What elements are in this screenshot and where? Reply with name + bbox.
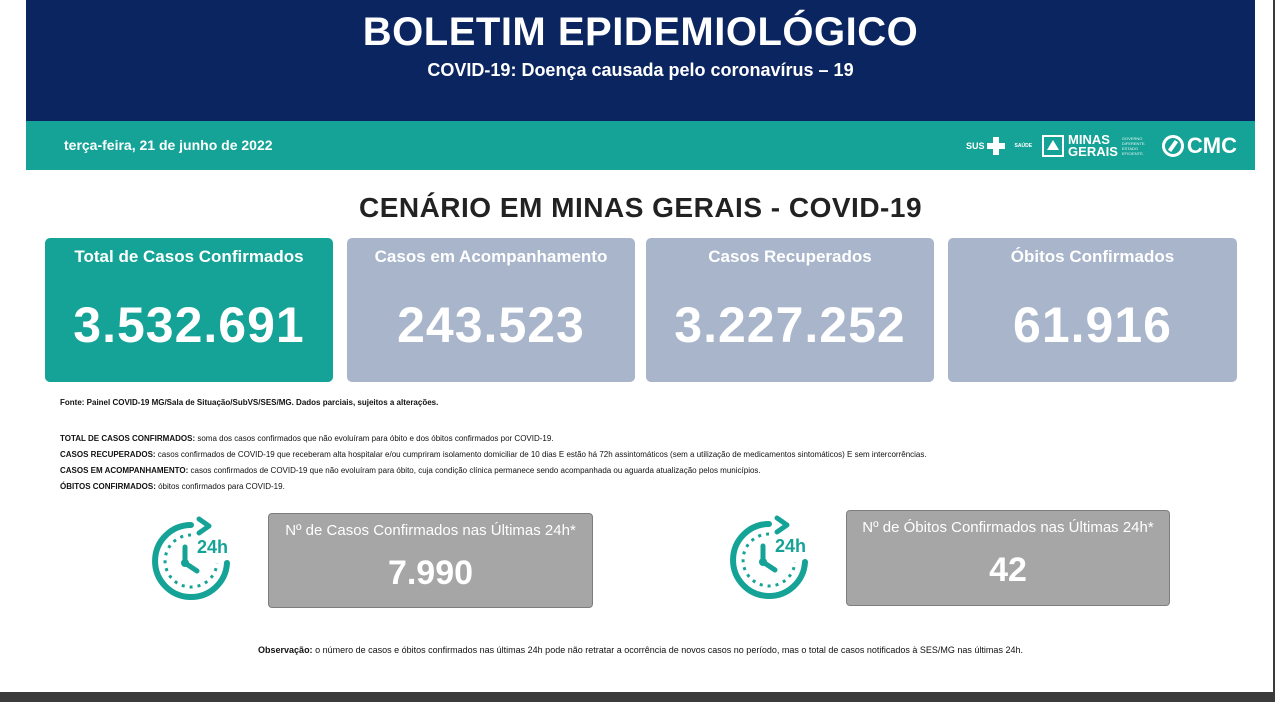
card-deaths [948,238,1237,382]
minas-gerais-tagline: GOVERNO DIFERENTE. ESTADO EFICIENTE. [1121,136,1146,156]
card-label: Casos em Acompanhamento [374,247,608,266]
card-value: 61.916 [1013,297,1172,353]
box-value: 42 [989,551,1027,589]
sus-cross-icon [987,137,1005,155]
minas-gerais-mark-icon [1042,135,1064,157]
definition-item [60,479,927,495]
minas-word: MINAS [1068,132,1110,147]
minas-gerais-logo [1042,134,1152,158]
definition-text: casos confirmados de COVID-19 que não evoluíram para óbito, cuja condição clínica permanece sendo acompanhada ou aguarda atualização pelos municípios. [188,466,761,475]
definition-item [60,431,927,447]
header-banner [26,0,1255,121]
clock-icon-text: 24h [197,537,229,557]
card-value: 3.227.252 [674,297,906,353]
box-value: 7.990 [387,554,474,592]
definition-item [60,463,927,479]
definition-item [60,447,927,463]
date-bar [26,121,1255,170]
box-deaths-24h [846,510,1170,606]
box-label: Nº de Óbitos Confirmados nas Últimas 24h* [862,519,1154,536]
card-value: 3.532.691 [73,297,305,353]
card-label: Casos Recuperados [708,247,872,266]
cmc-ring-icon [1162,135,1184,157]
card-label: Óbitos Confirmados [1010,247,1175,266]
bulletin-subtitle: COVID-19: Doença causada pelo coronavírus – 19 [427,60,854,80]
report-date: terça-feira, 21 de junho de 2022 [64,137,273,153]
definition-text: soma dos casos confirmados que não evoluíram para óbito e dos óbitos confirmados por COVID-19. [195,434,554,443]
observation-term: Observação: [258,645,313,655]
definition-term: TOTAL DE CASOS CONFIRMADOS: [60,434,196,443]
clock-icon-text: 24h [775,536,807,556]
section-title: CENÁRIO EM MINAS GERAIS - COVID-19 [358,192,923,223]
box-cases-24h [268,513,593,608]
observation-text: o número de casos e óbitos confirmados nas últimas 24h pode não retratar a ocorrência de novos casos no período, mas o total de casos notificados à SES/MG nas últimas 24h. [312,645,1023,655]
definition-term: ÓBITOS CONFIRMADOS: [60,482,156,491]
cmc-logo [1162,133,1237,159]
sus-logo [966,137,1005,155]
data-source-note: Fonte: Painel COVID-19 MG/Sala de Situação/SubVS/SES/MG. Dados parciais, sujeitos a alterações. [60,398,439,407]
cmc-logo-text: CMC [1186,133,1237,158]
minas-gerais-wordmark [1068,134,1118,158]
sus-logo-text: SUS [966,141,985,151]
clock-24h-icon [143,513,239,609]
definition-text: óbitos confirmados para COVID-19. [155,482,285,491]
definition-term: CASOS RECUPERADOS: [60,450,156,459]
card-total-confirmed [45,238,333,382]
observation-note [0,645,1275,655]
bulletin-title: BOLETIM EPIDEMIOLÓGICO [362,10,919,54]
saude-label: SAÚDE [1014,143,1033,149]
card-in-follow-up [347,238,635,382]
card-recovered [646,238,934,382]
definition-term: CASOS EM ACOMPANHAMENTO: [60,466,189,475]
gerais-word: GERAIS [1068,144,1118,159]
card-value: 243.523 [397,297,585,353]
card-label: Total de Casos Confirmados [74,247,304,266]
logos-group [966,129,1237,163]
definition-text: casos confirmados de COVID-19 que receberam alta hospitalar e/ou cumpriram isolamento domiciliar de 10 dias E estão há 72h assintomáticos (sem a utilização de medicamentos sintomáticos) E sem intercorrências. [155,450,927,459]
definitions-list [60,431,927,495]
box-label: Nº de Casos Confirmados nas Últimas 24h* [285,522,576,539]
clock-24h-icon [721,512,817,608]
